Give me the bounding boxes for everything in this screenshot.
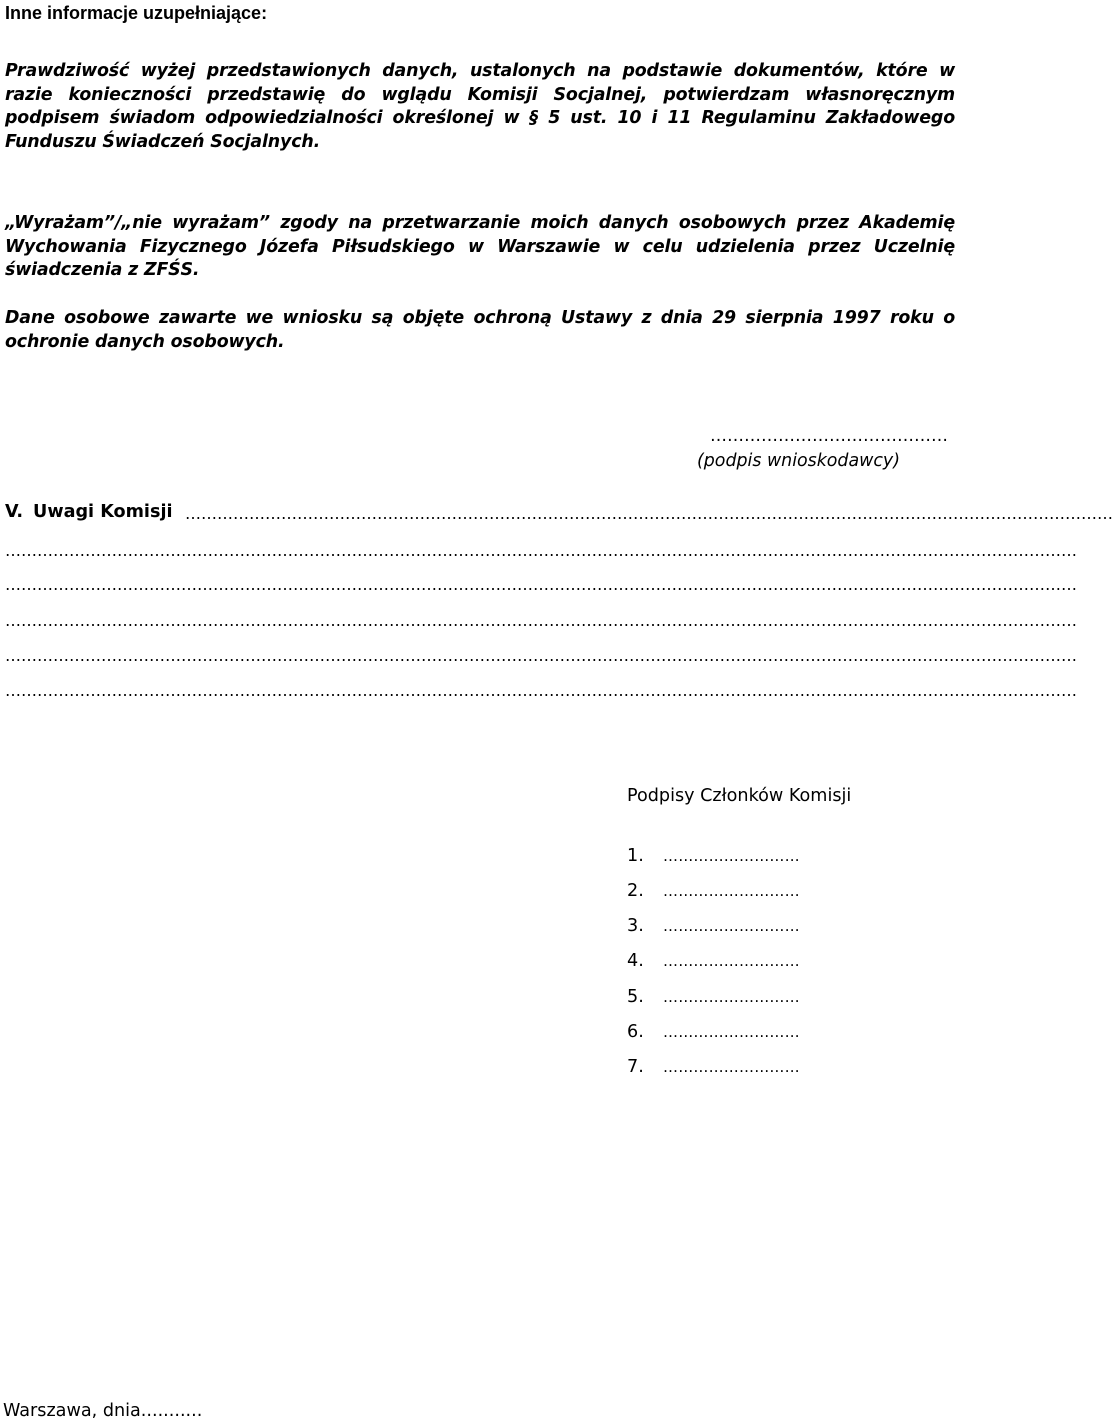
commission-signatures-title: Podpisy Członków Komisji	[627, 786, 852, 806]
member-number: 2.	[627, 881, 644, 901]
member-signature-line[interactable]: ………………………	[663, 847, 800, 865]
section-title: Uwagi Komisji	[33, 502, 173, 522]
section-heading: Inne informacje uzupełniające:	[5, 3, 268, 23]
remarks-fill-line[interactable]: …………………………………………………………………………………………………………………………………………………………	[185, 504, 1113, 523]
member-signature-row[interactable]	[627, 987, 800, 1007]
member-number: 1.	[627, 846, 644, 866]
member-signature-row[interactable]	[627, 1057, 800, 1077]
member-signature-row[interactable]	[627, 916, 800, 936]
member-signature-row[interactable]	[627, 951, 800, 971]
member-number: 4.	[627, 951, 644, 971]
remarks-line[interactable]: …………………………………………………………………………………………………………………………………………………………………………………	[5, 541, 1077, 560]
declaration-paragraph: Prawdziwość wyżej przedstawionych danych, ustalonych na podstawie dokumentów, które w razie konieczności przedstawię do wglądu Komisji Socjalnej, potwierdzam własnoręcznym podpisem świadom odpowiedzialności określonej w § 5 ust. 10 i 11 Regulaminu Zakładowego Funduszu Świadczeń Socjalnych.	[5, 61, 955, 152]
member-signature-line[interactable]: ………………………	[663, 917, 800, 935]
applicant-signature-line[interactable]: ……………………………………	[710, 426, 948, 446]
member-signature-line[interactable]: ………………………	[663, 882, 800, 900]
member-number: 5.	[627, 987, 644, 1007]
remarks-line[interactable]: …………………………………………………………………………………………………………………………………………………………………………………	[5, 611, 1077, 630]
place-and-date: Warszawa, dnia...........	[3, 1401, 203, 1421]
member-signature-line[interactable]: ………………………	[663, 1023, 800, 1041]
member-number: 6.	[627, 1022, 644, 1042]
member-signature-line[interactable]: ………………………	[663, 988, 800, 1006]
data-protection-paragraph: Dane osobowe zawarte we wniosku są objęte ochroną Ustawy z dnia 29 sierpnia 1997 roku o ochronie danych osobowych.	[5, 308, 955, 352]
member-signature-row[interactable]	[627, 881, 800, 901]
member-signature-row[interactable]	[627, 846, 800, 866]
member-signature-row[interactable]	[627, 1022, 800, 1042]
remarks-line[interactable]: …………………………………………………………………………………………………………………………………………………………………………………	[5, 575, 1077, 594]
applicant-signature-caption: (podpis wnioskodawcy)	[696, 451, 900, 471]
member-signature-line[interactable]: ………………………	[663, 1058, 800, 1076]
member-number: 7.	[627, 1057, 644, 1077]
section-number: V.	[5, 502, 24, 522]
commission-remarks-title	[5, 502, 173, 522]
member-signature-line[interactable]: ………………………	[663, 952, 800, 970]
member-number: 3.	[627, 916, 644, 936]
remarks-line[interactable]: …………………………………………………………………………………………………………………………………………………………………………………	[5, 681, 1077, 700]
consent-paragraph: „Wyrażam”/„nie wyrażam” zgody na przetwarzanie moich danych osobowych przez Akademię Wychowania Fizycznego Józefa Piłsudskiego w Warszawie w celu udzielenia przez Uczelnię świadczenia z ZFŚS.	[5, 213, 955, 280]
remarks-line[interactable]: …………………………………………………………………………………………………………………………………………………………………………………	[5, 646, 1077, 665]
